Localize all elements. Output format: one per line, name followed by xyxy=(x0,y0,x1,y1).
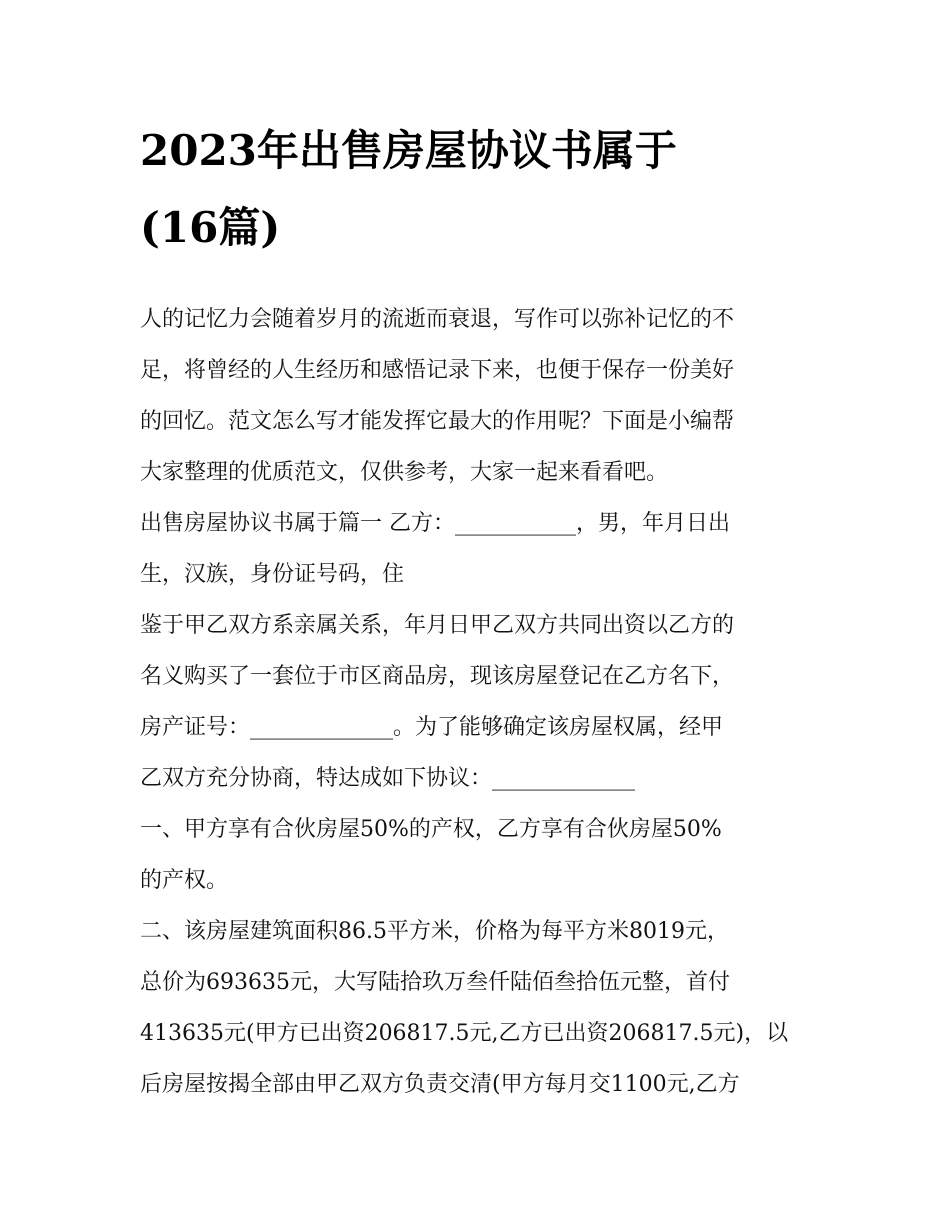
body-line: 足，将曾经的人生经历和感悟记录下来，也便于保存一份美好 xyxy=(140,358,735,383)
body-line: 鉴于甲乙双方系亲属关系，年月日甲乙双方共同出资以乙方的 xyxy=(140,613,735,638)
body-line: 后房屋按揭全部由甲乙双方负责交清(甲方每月交1100元,乙方 xyxy=(140,1072,740,1097)
body-line: 生，汉族，身份证号码，住 xyxy=(140,562,405,587)
body-line: 房产证号：_____________。为了能够确定该房屋权属，经甲 xyxy=(140,715,724,740)
document-page xyxy=(140,112,820,1110)
title-line-1: 2023年出售房屋协议书属于 xyxy=(140,126,677,175)
body-line: 人的记忆力会随着岁月的流逝而衰退，写作可以弥补记忆的不 xyxy=(140,307,735,332)
body-line: 名义购买了一套位于市区商品房，现该房屋登记在乙方名下， xyxy=(140,664,735,689)
body-line: 的回忆。范文怎么写才能发挥它最大的作用呢？下面是小编帮 xyxy=(140,409,735,434)
body-line: 乙双方充分协商，特达成如下协议：_____________ xyxy=(140,766,636,791)
body-line: 一、甲方享有合伙房屋50%的产权，乙方享有合伙房屋50% xyxy=(140,817,722,842)
body-line: 总价为693635元，大写陆拾玖万叁仟陆佰叁拾伍元整，首付 xyxy=(140,970,730,995)
body-line: 出售房屋协议书属于篇一 乙方：___________，男，年月日出 xyxy=(140,511,730,536)
body-line: 大家整理的优质范文，仅供参考，大家一起来看看吧。 xyxy=(140,460,669,485)
title-line-2: (16篇) xyxy=(140,203,281,252)
document-body xyxy=(140,294,820,1110)
body-line: 二、该房屋建筑面积86.5平方米，价格为每平方米8019元， xyxy=(140,919,729,944)
body-line: 的产权。 xyxy=(140,868,229,893)
body-line: 413635元(甲方已出资206817.5元,乙方已出资206817.5元)，以 xyxy=(140,1021,789,1046)
document-title xyxy=(140,112,820,266)
